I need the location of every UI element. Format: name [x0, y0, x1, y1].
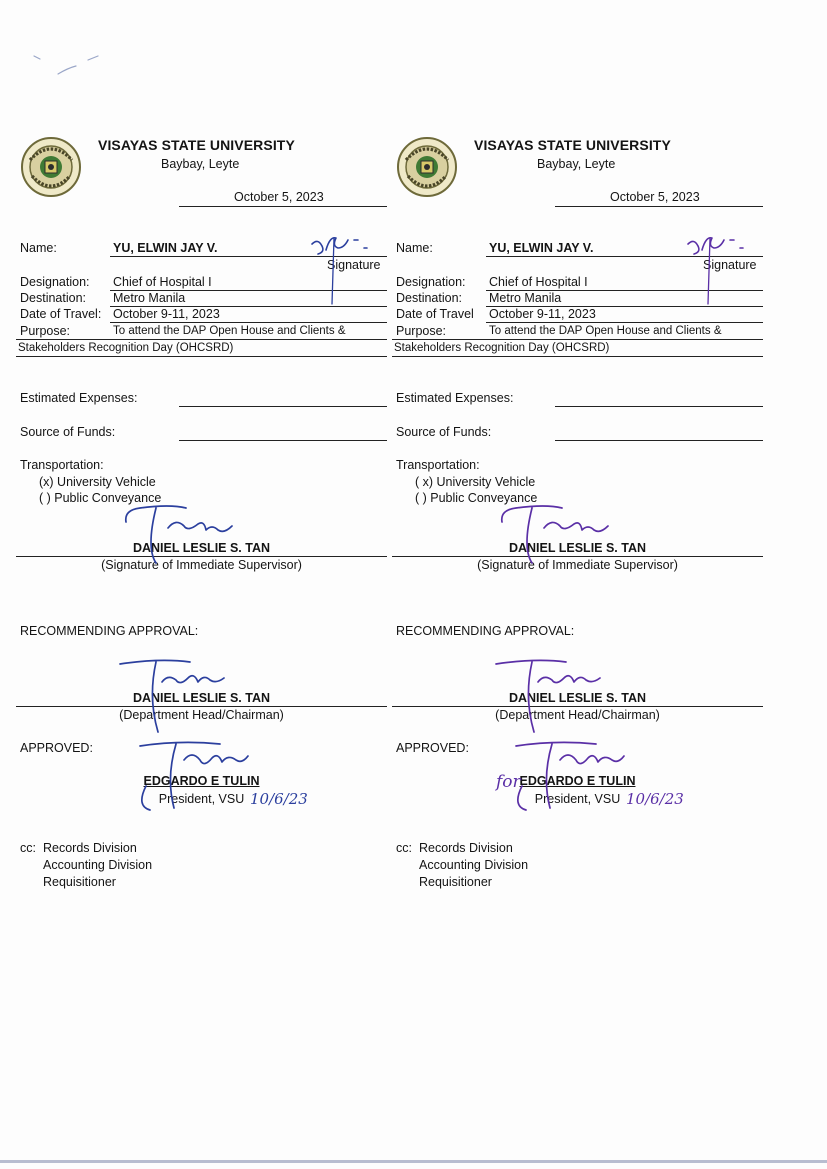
- cc-label: cc:: [20, 841, 36, 855]
- date-of-travel-value: October 9-11, 2023: [113, 307, 220, 321]
- date-of-travel-label: Date of Travel:: [20, 307, 102, 321]
- cc-item: Requisitioner: [419, 875, 492, 889]
- university-name: VISAYAS STATE UNIVERSITY: [98, 137, 295, 153]
- signature-label: Signature: [327, 258, 381, 272]
- university-seal-logo: [396, 136, 458, 198]
- transport-option-university-vehicle: ( x) University Vehicle: [415, 475, 536, 489]
- scan-bottom-band: [0, 1160, 827, 1163]
- designation-value: Chief of Hospital I: [489, 275, 588, 289]
- travel-order-copy-left: [16, 0, 391, 1169]
- purpose-line-1: To attend the DAP Open House and Clients &: [489, 325, 722, 337]
- university-location: Baybay, Leyte: [161, 157, 240, 171]
- purpose-label: Purpose:: [20, 324, 71, 338]
- destination-label: Destination:: [396, 291, 463, 305]
- name-value: YU, ELWIN JAY V.: [113, 241, 218, 255]
- recommending-approval-label: RECOMMENDING APPROVAL:: [20, 624, 199, 638]
- date-of-travel-value: October 9-11, 2023: [489, 307, 596, 321]
- destination-value: Metro Manila: [489, 291, 562, 305]
- name-label: Name:: [20, 241, 57, 255]
- cc-item: Records Division: [419, 841, 513, 855]
- cc-item: Accounting Division: [419, 858, 529, 872]
- approver-name: EDGARDO E TULIN: [143, 774, 260, 788]
- date-of-travel-label: Date of Travel: [396, 307, 474, 321]
- name-label: Name:: [396, 241, 433, 255]
- university-name: VISAYAS STATE UNIVERSITY: [474, 137, 671, 153]
- approver-name: EDGARDO E TULIN: [519, 774, 636, 788]
- recommending-approval-label: RECOMMENDING APPROVAL:: [396, 624, 575, 638]
- purpose-line-2: Stakeholders Recognition Day (OHCSRD): [18, 342, 234, 354]
- university-location: Baybay, Leyte: [537, 157, 616, 171]
- approved-label: APPROVED:: [20, 741, 93, 755]
- purpose-line-1: To attend the DAP Open House and Clients &: [113, 325, 346, 337]
- transport-option-public-conveyance: ( ) Public Conveyance: [415, 491, 538, 505]
- supervisor-caption: (Signature of Immediate Supervisor): [477, 558, 678, 572]
- recommender-name: DANIEL LESLIE S. TAN: [508, 691, 647, 705]
- estimated-expenses-label: Estimated Expenses:: [396, 391, 514, 405]
- purpose-line-2: Stakeholders Recognition Day (OHCSRD): [394, 342, 610, 354]
- recommender-caption: (Department Head/Chairman): [119, 708, 284, 722]
- source-of-funds-label: Source of Funds:: [20, 425, 116, 439]
- destination-label: Destination:: [20, 291, 87, 305]
- travel-order-copy-right: [392, 0, 767, 1169]
- approver-caption: President, VSU: [534, 792, 621, 806]
- approved-label: APPROVED:: [396, 741, 469, 755]
- cc-item: Accounting Division: [43, 858, 153, 872]
- cc-item: Requisitioner: [43, 875, 116, 889]
- document-date: October 5, 2023: [610, 190, 700, 204]
- recommender-caption: (Department Head/Chairman): [495, 708, 660, 722]
- source-of-funds-label: Source of Funds:: [396, 425, 492, 439]
- handwritten-for: for: [496, 772, 521, 792]
- handwritten-approval-date: 10/6/23: [250, 790, 308, 808]
- supervisor-name: DANIEL LESLIE S. TAN: [132, 541, 271, 555]
- document-date: October 5, 2023: [234, 190, 324, 204]
- university-seal-logo: [20, 136, 82, 198]
- recommender-name: DANIEL LESLIE S. TAN: [132, 691, 271, 705]
- cc-label: cc:: [396, 841, 412, 855]
- designation-label: Designation:: [396, 275, 466, 289]
- transport-option-university-vehicle: (x) University Vehicle: [39, 475, 156, 489]
- purpose-label: Purpose:: [396, 324, 447, 338]
- designation-value: Chief of Hospital I: [113, 275, 212, 289]
- cc-item: Records Division: [43, 841, 137, 855]
- destination-value: Metro Manila: [113, 291, 186, 305]
- name-value: YU, ELWIN JAY V.: [489, 241, 594, 255]
- approver-caption: President, VSU: [158, 792, 245, 806]
- supervisor-caption: (Signature of Immediate Supervisor): [101, 558, 302, 572]
- supervisor-name: DANIEL LESLIE S. TAN: [508, 541, 647, 555]
- transport-option-public-conveyance: ( ) Public Conveyance: [39, 491, 162, 505]
- transportation-label: Transportation:: [396, 458, 480, 472]
- estimated-expenses-label: Estimated Expenses:: [20, 391, 138, 405]
- transportation-label: Transportation:: [20, 458, 104, 472]
- handwritten-approval-date: 10/6/23: [626, 790, 684, 808]
- designation-label: Designation:: [20, 275, 90, 289]
- signature-label: Signature: [703, 258, 757, 272]
